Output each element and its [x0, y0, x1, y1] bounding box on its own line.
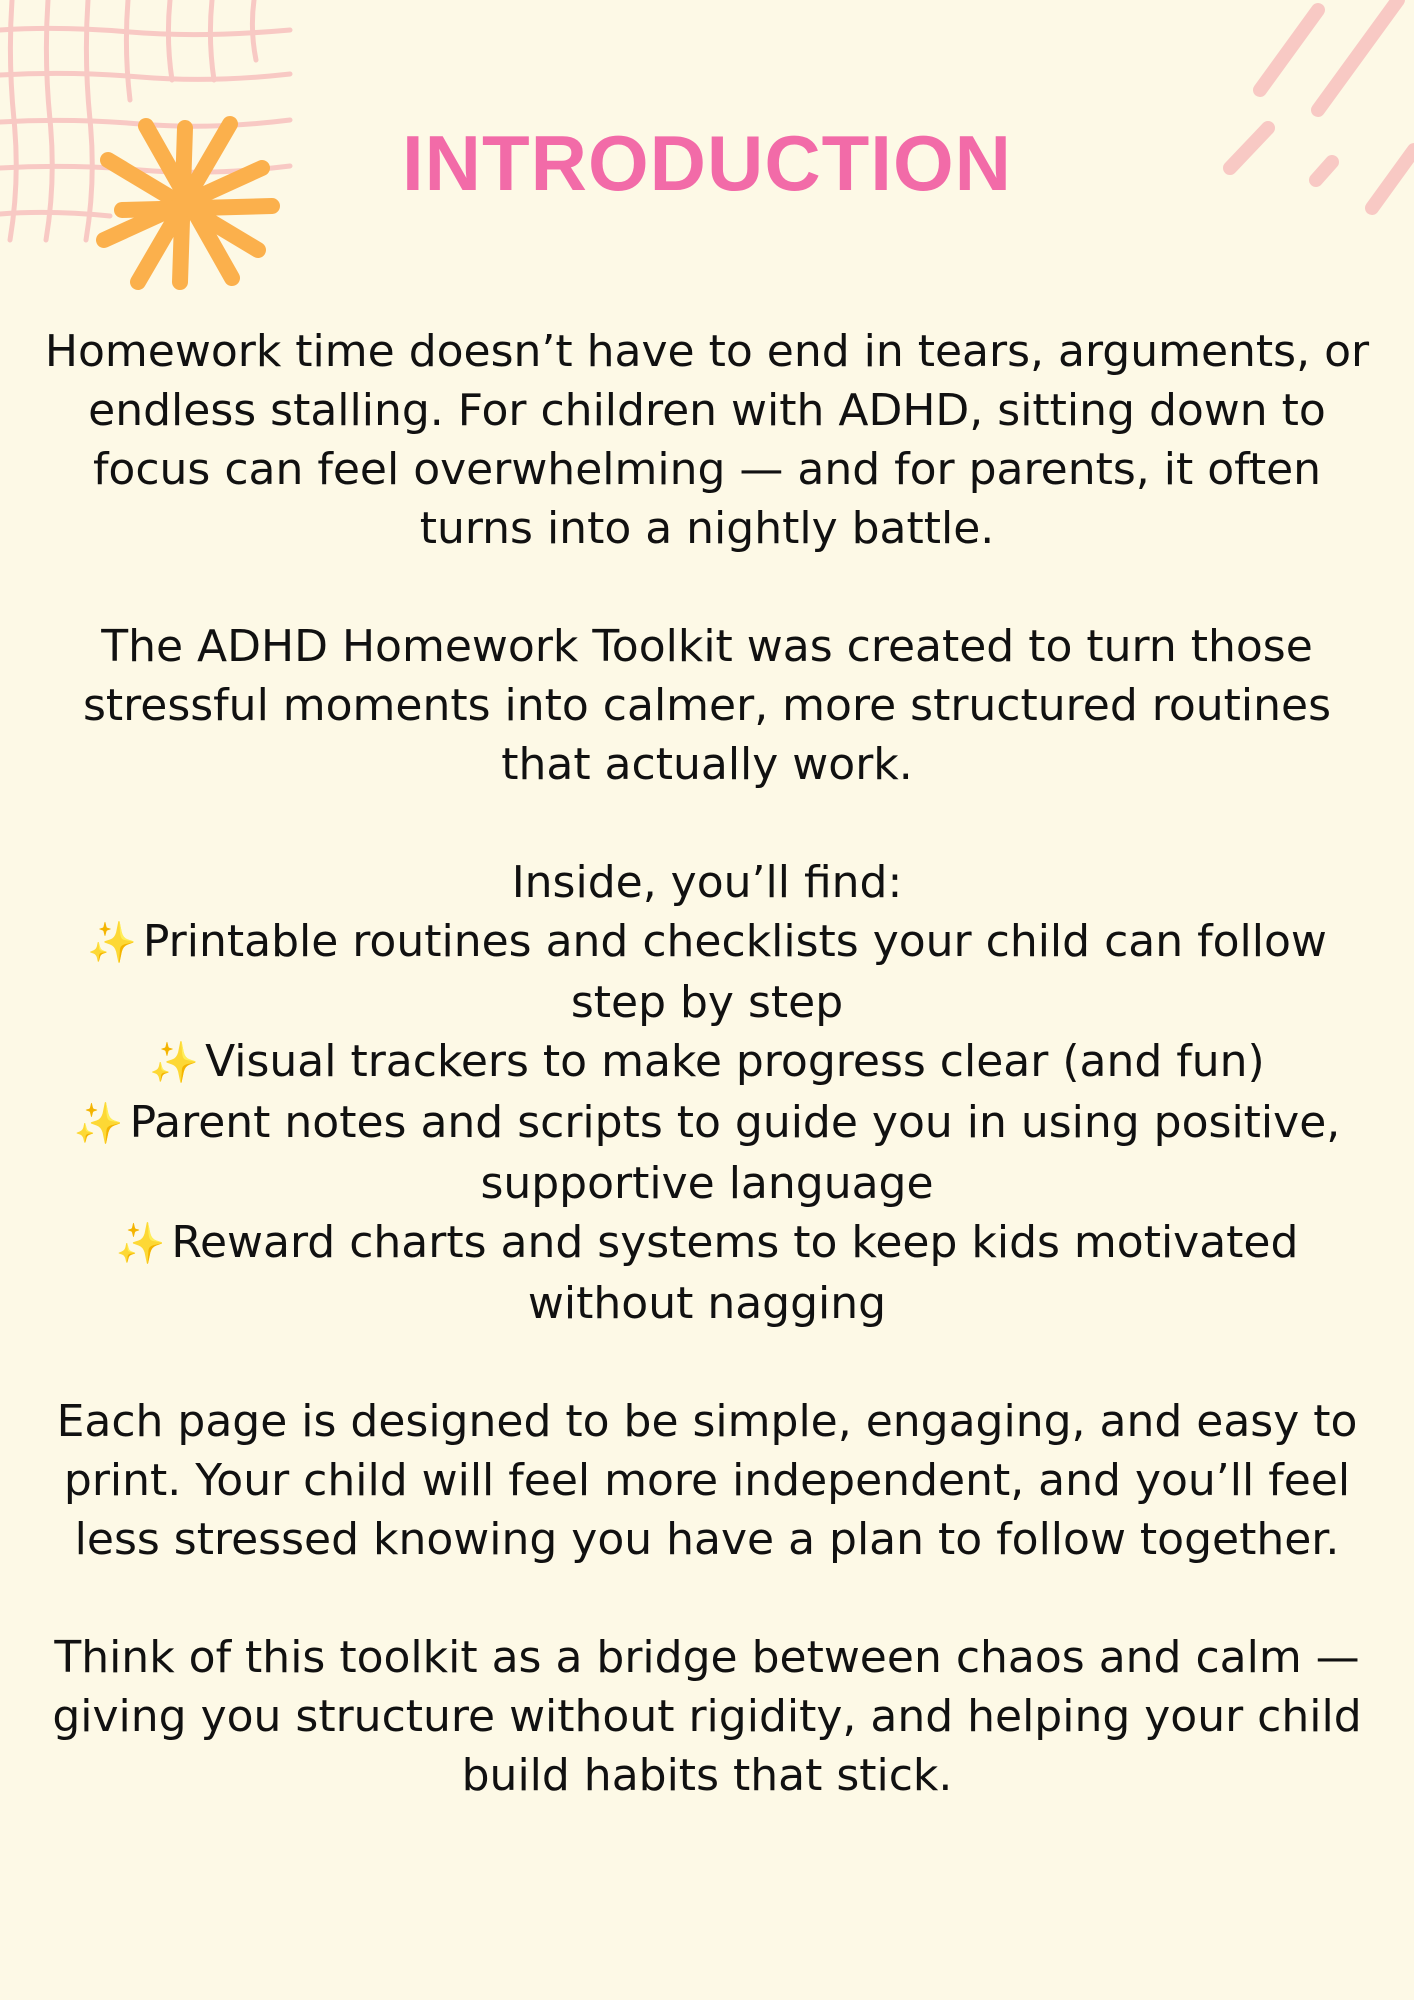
list-item: ✨ Reward charts and systems to keep kids motivated without nagging — [115, 1217, 1299, 1329]
list-item: ✨ Parent notes and scripts to guide you in using positive, supportive language — [73, 1097, 1341, 1209]
list-intro: Inside, you’ll find: — [511, 857, 903, 908]
page-title: INTRODUCTION — [402, 119, 1012, 207]
paragraph: Each page is designed to be simple, engaging, and easy to print. Your child will feel more independent, and you’ll feel less stressed knowing you have a plan to follow together. — [56, 1396, 1358, 1565]
sparkle-icon: ✨ — [149, 1040, 200, 1086]
sparkle-icon: ✨ — [115, 1221, 166, 1267]
list-item: ✨ Visual trackers to make progress clear (and fun) — [149, 1036, 1265, 1087]
sparkle-icon: ✨ — [87, 920, 137, 966]
list-item: ✨ Printable routines and checklists your child can follow step by step — [87, 916, 1327, 1028]
introduction-body — [40, 322, 1374, 1864]
paragraph: Think of this toolkit as a bridge between chaos and calm — giving you structure without rigidity, and helping your child build habits that stick. — [52, 1632, 1362, 1801]
paragraph: The ADHD Homework Toolkit was created to turn those stressful moments into calmer, more structured routines that actually work. — [82, 621, 1332, 790]
sparkle-icon: ✨ — [73, 1101, 124, 1147]
paragraph: Homework time doesn’t have to end in tears, arguments, or endless stalling. For children with ADHD, sitting down to focus can feel overwhelming — and for parents, it often turns into a nightly battle. — [44, 326, 1370, 554]
feature-list — [40, 853, 1374, 1333]
